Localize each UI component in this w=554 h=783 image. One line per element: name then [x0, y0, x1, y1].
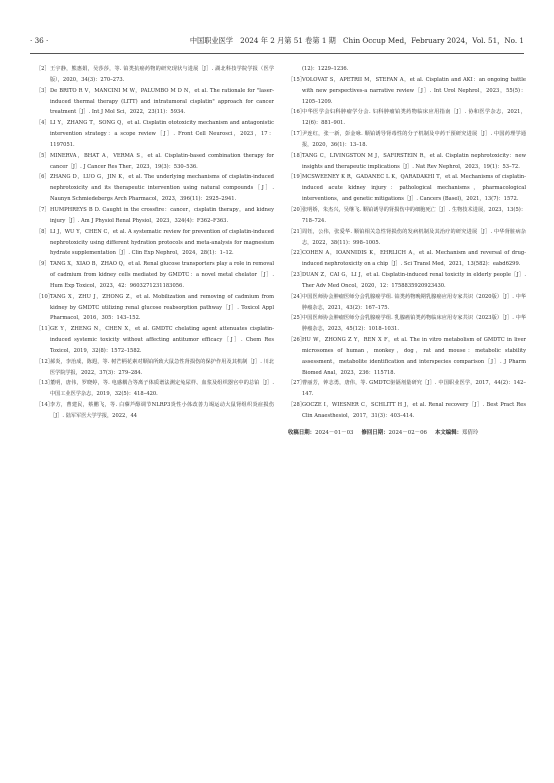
reference-item: [288, 313, 526, 335]
reference-item: [288, 64, 526, 75]
received-label: 收稿日期：: [288, 429, 316, 436]
reference-item: [36, 324, 274, 357]
reference-item: [288, 270, 526, 292]
reference-text: 中国医师协会肿瘤医师分会乳腺癌学组. 铂类药物晚期乳腺癌应用专家共识（2020版）［J］. 中华肿瘤杂志，2021，43(2)：167–175.: [302, 293, 526, 311]
reference-number: ［21］: [288, 228, 305, 235]
reference-item: [288, 172, 526, 205]
reference-number: ［7］: [36, 206, 50, 213]
reference-number: ［27］: [288, 380, 305, 387]
reference-number: ［25］: [288, 315, 305, 322]
reference-item: [288, 292, 526, 314]
reference-item: [288, 400, 526, 422]
reference-text: HU W，ZHONG Z Y，REN X F，et al. The in vitro metabolism of GMDTC in liver microsomes of human，monkey，dog，rat and mouse：metabolic stability assessment，metabolite identification and interspecies comparison［J］. J Pharm Biomed Anal，2023，236：115718.: [302, 337, 526, 376]
reference-text: TANG X，ZHU J，ZHONG Z，et al. Mobilization and removing of cadmium from kidney by GMDTC utilizing renal glucose reabsorption pathway［J］. Toxicol Appl Pharmacol，2016，305：143–152.: [50, 293, 274, 322]
reference-item: [36, 172, 274, 205]
reference-number: ［20］: [288, 206, 305, 213]
reference-text: 王宇静，熊惠娟，吴莎莎，等. 铂类抗癌药物的研究现状与进展［J］. 湖北科技学院学报（医学版），2020，34(3)：270–273.: [50, 66, 274, 83]
reference-item: [36, 227, 274, 260]
reference-text: HUMPHREYS B D. Caught in the crossfire：cancer，cisplatin therapy，and kidney injury［J］. Am J Physiol Renal Physiol，2023，324(4)：F362–F363.: [50, 206, 274, 224]
article-dates: [288, 428, 526, 439]
page-number: · 36 ·: [30, 36, 49, 45]
reference-number: ［13］: [36, 380, 53, 387]
reference-text: TANG C，LIVINGSTON M J，SAFIRSTEIN R，et al. Cisplatin nephrotoxicity：new insights and therapeutic implications［J］. Nat Rev Nephrol，2023，19(1)：53–72.: [302, 152, 526, 170]
received-date: 2024－01－03: [315, 429, 354, 436]
reference-number: ［2］: [36, 66, 50, 72]
reference-item: [288, 378, 526, 400]
reference-text: TANG X，XIAO B，ZHAO Q，et al. Renal glucose transporters play a role in removal of cadmium from kidney cells mediated by GMDTC：a novel metal chelator［J］. Hum Exp Toxicol，2023，42：9603271231183056.: [50, 261, 274, 289]
reference-number: ［8］: [36, 228, 50, 235]
reference-number: ［3］: [36, 87, 50, 94]
revised-date: 2024－02－06: [388, 429, 427, 436]
reference-item: [288, 335, 526, 378]
reference-item: [288, 129, 526, 151]
reference-number: ［24］: [288, 293, 305, 300]
reference-text: GE Y，ZHENG N，CHEN X，et al. GMDTC chelating agent attenuates cisplatin-induced systemic toxicity without affecting antitumor efficacy［J］. Chem Res Toxicol，2019，32(8)：1572–1582.: [50, 326, 274, 354]
reference-item: [288, 151, 526, 173]
reference-text: De BRITO R V，MANCINI M W，PALUMBO M D N，et al. The rationale for "laser-induced thermal therapy (LITT) and intratumoral cisplatin" approach for cancer treatment［J］. Int J Mol Sci，2022，23(11)：5934.: [50, 87, 274, 116]
reference-text: VOLOVAT S，APETRII M，STEFAN A，et al. Cisplatin and AKI：an ongoing battle with new perspectives-a narrative review［J］. Int Urol Nephrol，2023，55(5)：1205–1209.: [302, 76, 526, 105]
reference-item: [36, 64, 274, 86]
reference-text: 周钰，公伟，张爱华. 顺铂相关急性肾损伤的发病机制及其治疗的研究进展［J］. 中华肾脏病杂志，2022，38(11)：998–1005.: [302, 228, 526, 246]
running-header: [30, 34, 524, 48]
reference-number: ［22］: [288, 250, 305, 257]
references-right-list: [288, 64, 526, 422]
reference-number: ［15］: [288, 76, 305, 83]
reference-item: [36, 357, 274, 379]
reference-number: ［14］: [36, 402, 53, 409]
reference-number: ［12］: [36, 358, 53, 365]
reference-item: [36, 151, 274, 173]
reference-item: [36, 259, 274, 292]
reference-text: (12)：1229–1236.: [302, 66, 349, 72]
reference-item: [36, 378, 274, 400]
header-rule: [30, 53, 524, 54]
reference-text: DUAN Z，CAI G，LI J，et al. Cisplatin-induced renal toxicity in elderly people［J］. Ther Adv Med Oncol，2020，12：1758835920923430.: [302, 272, 526, 289]
reference-number: ［18］: [288, 152, 305, 159]
reference-item: [288, 205, 526, 227]
reference-number: ［6］: [36, 174, 50, 181]
reference-number: ［10］: [36, 293, 53, 300]
reference-text: LI J，WU Y，CHEN C，et al. A systematic review for prevention of cisplatin-induced nephrotoxicity using different hydration protocols and meta-analysis for magnesium hydrate supplementation［J］. Clin Exp Nephrol，2024，28(1)：1–12.: [50, 228, 274, 257]
reference-item: [36, 118, 274, 151]
reference-number: ［26］: [288, 337, 305, 344]
reference-number: ［16］: [288, 109, 305, 116]
revised-label: 修回日期：: [361, 429, 389, 436]
reference-text: GOCZE I，WIESNER C，SCHLITT H J，et al. Renal recovery［J］. Best Pract Res Clin Anaesthesiol，2017，31(3)：403–414.: [302, 402, 526, 419]
reference-item: [288, 107, 526, 129]
references-left-column: [36, 64, 274, 422]
reference-text: 中国医师协会肿瘤医师分会乳腺癌学组. 乳腺癌铂类药物临床应用专家共识（2023版）［J］. 中华肿瘤杂志，2023，45(12)：1018–1031.: [302, 315, 526, 333]
references-right-column: [288, 64, 526, 439]
reference-text: ZHANG D，LUO G，JIN K，et al. The underlying mechanisms of cisplatin-induced nephrotoxicity and its therapeutic intervention using natural compounds［J］. Naunyn Schmiedebergs Arch Pharmacol，2023，396(11)：2925–2941.: [50, 174, 274, 203]
reference-text: 董明，唐伟，罗晓婷，等. 电感耦合等离子体质谱法测定兔尿样、血浆及组织器官中的总铂［J］. 中国工业医学杂志，2019，32(5)：418–420.: [50, 380, 274, 398]
reference-number: ［23］: [288, 272, 305, 279]
reference-item: [36, 400, 274, 422]
reference-text: 曹丽芳，钟志勇，唐伟，等. GMDTC驱镉剂量研究［J］. 中国职业医学，2017，44(2)：142–147.: [302, 380, 526, 398]
reference-text: 郝炎，李治成，陈遐，等. 树芒柄花素对顺铂所致大鼠急性肾损伤的保护作用及其机制［J］. 川北医学院学报，2022，37(3)：279–284.: [50, 358, 274, 376]
reference-item: [288, 248, 526, 270]
reference-number: ［28］: [288, 402, 305, 409]
reference-text: MCSWEENEY K R，GADANEC L K，QARADAKHI T，et al. Mechanisms of cisplatin-induced acute kidney injury：pathological mechanisms，pharmacological interventions，and genetic mitigations［J］. Cancers (Basel)，2021，13(7)：1572.: [302, 174, 526, 203]
reference-item: [36, 292, 274, 325]
reference-text: 尹连红，张一新，彭金咏. 顺铂诱导肾毒性的分子机制及中药干预研究进展［J］. 中国药理学通报，2020，36(1)：13–18.: [302, 131, 526, 148]
reference-text: 李方，曹建民，蔡鹏飞，等. 白藜芦醇调节NLRP3炎性小体改善力竭运动大鼠肾组织炎症损伤［J］. 陆军军医大学学报，2022，44: [50, 402, 274, 419]
reference-number: ［11］: [36, 326, 53, 333]
journal-citation: 中国职业医学 2024 年 2 月第 51 卷第 1 期 Chin Occup Med，February 2024，Vol. 51，No. 1: [189, 36, 524, 45]
reference-item: [36, 205, 274, 227]
reference-text: 中华医学会妇科肿瘤学分会. 妇科肿瘤铂类药物临床应用指南［J］. 协和医学杂志，2021，12(6)：881–901.: [302, 109, 526, 127]
editor-name: 郑倩玲: [462, 429, 479, 436]
reference-number: ［19］: [288, 174, 305, 181]
reference-text: MINERVA，BHAT A，VERMA S，et al. Cisplatin-based combination therapy for cancer［J］. J Cancer Res Ther，2023，19(3)：530–536.: [50, 152, 274, 170]
reference-item: [288, 75, 526, 108]
reference-number: ［4］: [36, 120, 50, 127]
reference-text: COHEN A，IOANNIDIS K，EHRLICH A，et al. Mechanism and reversal of drug-induced nephrotoxicity on a chip［J］. Sci Transl Med，2021，13(582)：eabd6299.: [302, 250, 526, 268]
reference-text: LI Y，ZHANG T，SONG Q，et al. Cisplatin ototoxicity mechanism and antagonistic intervention strategy：a scope review［J］. Front Cell Neurosci，2023，17：1197051.: [50, 120, 274, 148]
reference-number: ［9］: [36, 261, 50, 268]
reference-number: ［5］: [36, 152, 50, 159]
reference-number: ［17］: [288, 131, 305, 138]
reference-item: [36, 86, 274, 119]
reference-text: 张明娇，朱杰兴，吴继飞. 顺铂诱导的肾损伤中的细胞死亡［J］. 生物技术进展，2023，13(5)：718–724.: [302, 206, 526, 224]
editor-label: 本文编辑：: [434, 429, 463, 436]
reference-item: [288, 227, 526, 249]
